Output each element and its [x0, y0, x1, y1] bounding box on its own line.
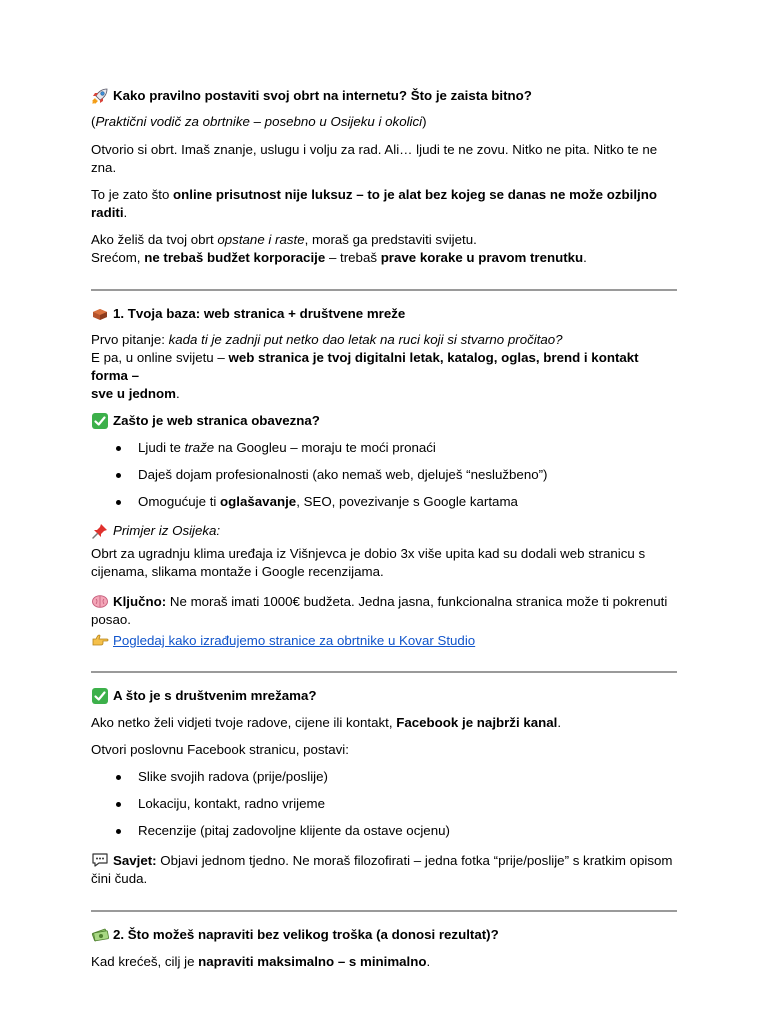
pushpin-icon — [91, 522, 109, 540]
portfolio-link[interactable]: Pogledaj kako izrađujemo stranice za obrtnike u Kovar Studio — [113, 633, 476, 648]
portfolio-link-row — [91, 631, 677, 650]
check-mark-icon — [91, 687, 109, 705]
list-item: Omogućuje ti oglašavanje, SEO, povezivanje s Google kartama — [91, 493, 677, 520]
list-item: Slike svojih radova (prije/poslije) — [91, 768, 677, 795]
pointing-hand-icon — [91, 631, 109, 649]
list-item: Ljudi te traže na Googleu – moraju te moći pronaći — [91, 439, 677, 466]
brick-icon — [91, 305, 109, 323]
why-website-heading: Zašto je web stranica obavezna? — [91, 412, 677, 430]
brain-icon — [91, 592, 109, 610]
social-paragraph-2: Otvori poslovnu Facebook stranicu, postavi: — [91, 742, 349, 757]
social-list — [91, 768, 677, 849]
section-1-intro: Prvo pitanje: kada ti je zadnji put netko dao letak na ruci koji si stvarno pročitao? E pa, u online svijetu – web stranica je tvoj digitalni letak, katalog, oglas, brend i kontakt forma – sve u jednom. — [91, 332, 639, 401]
intro-paragraph-1: Otvorio si obrt. Imaš znanje, uslugu i volju za rad. Ali… ljudi te ne zovu. Nitko ne pita. Nitko te ne zna. — [91, 142, 658, 175]
money-icon — [91, 926, 109, 944]
social-tip: Savjet: Objavi jednom tjedno. Ne moraš filozofirati – jedna fotka “prije/poslije” s kratkim opisom čini čuda. — [91, 853, 673, 886]
intro-paragraph-2: To je zato što online prisutnost nije luksuz – to je alat bez kojeg se danas ne može ozbiljno raditi. — [91, 187, 657, 220]
section-1-heading: 1. Tvoja baza: web stranica + društvene mreže — [91, 305, 677, 323]
key-note: Ključno: Ne moraš imati 1000€ budžeta. Jedna jasna, funkcionalna stranica može ti pokrenuti posao. — [91, 594, 668, 627]
list-item: Recenzije (pitaj zadovoljne klijente da ostave ocjenu) — [91, 822, 677, 849]
divider — [91, 289, 677, 291]
article-subtitle: (Praktični vodič za obrtnike – posebno u Osijeku i okolici) — [91, 114, 427, 129]
article-title: Kako pravilno postaviti svoj obrt na internetu? Što je zaista bitno? — [91, 86, 677, 106]
social-paragraph-1: Ako netko želi vidjeti tvoje radove, cijene ili kontakt, Facebook je najbrži kanal. — [91, 715, 562, 730]
document-page — [91, 86, 677, 971]
social-heading: A što je s društvenim mrežama? — [91, 687, 677, 705]
intro-paragraph-3: Ako želiš da tvoj obrt opstane i raste, moraš ga predstaviti svijetu. Srećom, ne trebaš budžet korporacije – trebaš prave korake u pravom trenutku. — [91, 232, 587, 265]
list-item: Lokaciju, kontakt, radno vrijeme — [91, 795, 677, 822]
why-website-list — [91, 439, 677, 520]
section-2-paragraph: Kad krećeš, cilj je napraviti maksimalno – s minimalno. — [91, 954, 431, 969]
speech-bubble-icon — [91, 851, 109, 869]
section-2-heading: 2. Što možeš napraviti bez velikog troška (a donosi rezultat)? — [91, 926, 677, 944]
osijek-example: Primjer iz Osijeka: Obrt za ugradnju klima uređaja iz Višnjevca je dobio 3x više upita kad su dodali web stranicu s cijenama, slikama montaže i Google recenzijama. — [91, 523, 646, 579]
list-item: Daješ dojam profesionalnosti (ako nemaš web, djeluješ “neslužbeno”) — [91, 466, 677, 493]
check-mark-icon — [91, 412, 109, 430]
rocket-icon — [91, 87, 109, 105]
divider — [91, 910, 677, 912]
divider — [91, 671, 677, 673]
